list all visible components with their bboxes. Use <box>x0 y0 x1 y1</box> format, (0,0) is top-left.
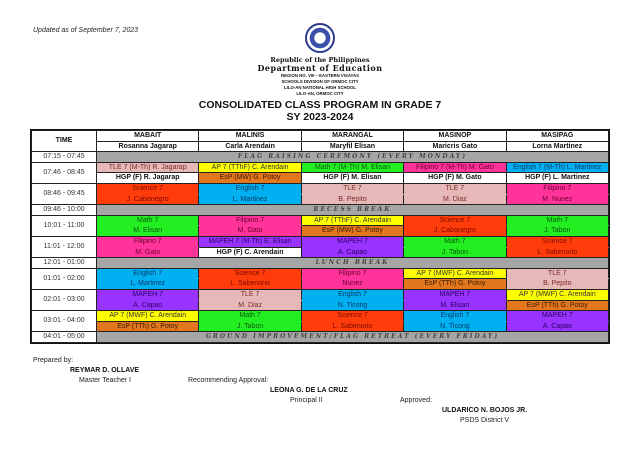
class-row-second-line <box>32 173 609 184</box>
subject-name: Science 7 <box>404 215 506 226</box>
class-program-table <box>30 129 610 344</box>
section-name: MASINOP <box>404 131 506 142</box>
section-adviser: Maryfil Elisan <box>301 141 403 152</box>
class-assignment: HGP (F) L. Martinez <box>506 173 608 184</box>
subject-name: Filipino 7 <box>199 215 301 226</box>
time-slot: 02:01 - 03:00 <box>32 289 97 310</box>
approved-title: PSDS District V <box>460 417 510 424</box>
subject-name: Math 7 <box>404 236 506 247</box>
section-name: MABAIT <box>97 131 199 142</box>
time-slot: 03:01 - 04:00 <box>32 311 97 332</box>
subject-name: English 7 <box>97 268 199 279</box>
time-header: TIME <box>32 131 97 152</box>
class-assignment: EsP (MW) G. Potoy <box>199 173 301 184</box>
subject-name: MAPEH 7 <box>506 311 608 322</box>
teacher-name: L. Martinez <box>97 279 199 290</box>
republic-heading: Republic of the Philippines <box>270 56 370 64</box>
class-assignment: MAPEH 7 (M-Th) E. Elisan <box>199 236 301 247</box>
class-assignment: AP 7 (MWF) C. Arendain <box>404 268 506 279</box>
adviser-row <box>32 141 609 152</box>
class-row <box>32 215 609 226</box>
class-assignment: EsP (MW) G. Potoy <box>301 226 403 237</box>
division-line: SCHOOLS DIVISION OF ORMOC CITY <box>281 79 359 84</box>
section-adviser: Rosanna Jagarap <box>97 141 199 152</box>
subject-name: TLE 7 <box>301 183 403 194</box>
teacher-name: J. Tabon <box>506 226 608 237</box>
class-assignment: HGP (F) C. Arendain <box>199 247 301 258</box>
subject-name: TLE 7 <box>506 268 608 279</box>
document-title: CONSOLIDATED CLASS PROGRAM IN GRADE 7 <box>198 99 442 111</box>
time-slot: 08:46 - 09:45 <box>32 183 97 204</box>
class-row-second-line <box>32 279 609 290</box>
teacher-name: Nunez <box>301 279 403 290</box>
break-row <box>32 205 609 216</box>
class-assignment: EsP (TTh) G. Potoy <box>404 279 506 290</box>
class-assignment: AP 7 (MWF) C. Arendain <box>506 289 608 300</box>
subject-name: Filipino 7 <box>301 268 403 279</box>
class-row <box>32 183 609 194</box>
department-heading: Department of Education <box>257 63 383 73</box>
updated-date: Updated as of September 7, 2023 <box>33 27 139 34</box>
teacher-name: L. Martinez <box>199 194 301 205</box>
time-slot: 04:01 - 05:00 <box>32 332 97 343</box>
section-adviser: Carla Arendain <box>199 141 301 152</box>
subject-name: English 7 <box>404 311 506 322</box>
class-assignment: HGP (F) R. Jagarap <box>97 173 199 184</box>
section-adviser: Lorna Martinez <box>506 141 608 152</box>
teacher-name: L. Sabenorio <box>199 279 301 290</box>
subject-name: Science 7 <box>97 183 199 194</box>
approved-name: ULDARICO N. BOJOS JR. <box>442 407 528 414</box>
teacher-name: A. Capao <box>97 300 199 311</box>
subject-name: TLE 7 <box>404 183 506 194</box>
class-assignment: TLE 7 (M-Th) R. Jagarap <box>97 162 199 173</box>
teacher-name: J. Cabonegro <box>404 226 506 237</box>
class-assignment: EsP (TTh) G. Potoy <box>506 300 608 311</box>
teacher-name: M. Diaz <box>404 194 506 205</box>
class-assignment: English 7 (M-Th) L. Martinez <box>506 162 608 173</box>
teacher-name: J. Cabonegro <box>97 194 199 205</box>
time-slot: 07:15 - 07:45 <box>32 152 97 163</box>
deped-seal-logo <box>305 23 335 53</box>
prepared-label: Prepared by: <box>33 357 74 364</box>
teacher-name: J. Tabon <box>404 247 506 258</box>
teacher-name: N. Ticong <box>404 321 506 332</box>
section-name: MASIPAG <box>506 131 608 142</box>
subject-name: MAPEH 7 <box>301 236 403 247</box>
class-row <box>32 236 609 247</box>
time-slot: 11:01 - 12:00 <box>32 236 97 257</box>
class-assignment: Math 7 (M-Th) M. Elisan <box>301 162 403 173</box>
subject-name: Filipino 7 <box>506 183 608 194</box>
break-row <box>32 152 609 163</box>
class-row <box>32 311 609 322</box>
break-band: LUNCH BREAK <box>97 258 609 269</box>
time-slot: 09:46 - 10:00 <box>32 205 97 216</box>
school-year: SY 2023-2024 <box>286 111 354 123</box>
location-line: LILO-AN, ORMOC CITY <box>296 91 344 96</box>
break-band: RECESS BREAK <box>97 205 609 216</box>
section-adviser: Maricris Gato <box>404 141 506 152</box>
class-row-second-line <box>32 247 609 258</box>
school-line: LILO-AN NATIONAL HIGH SCHOOL <box>284 85 356 90</box>
section-name: MALINIS <box>199 131 301 142</box>
break-band: FLAG RAISING CEREMONY (EVERY MONDAY) <box>97 152 609 163</box>
teacher-name: M. Diaz <box>199 300 301 311</box>
subject-name: English 7 <box>199 183 301 194</box>
subject-name: TLE 7 <box>199 289 301 300</box>
class-row <box>32 268 609 279</box>
class-assignment: AP 7 (TThF) C. Arendain <box>301 215 403 226</box>
recommending-label: Recommending Approval: <box>188 377 269 384</box>
break-row <box>32 258 609 269</box>
subject-name: Science 7 <box>301 311 403 322</box>
subject-name: Filipino 7 <box>97 236 199 247</box>
region-line: REGION NO. VIII – EASTERN VISAYAS <box>280 73 359 78</box>
teacher-name: B. Pepito <box>301 194 403 205</box>
class-row <box>32 289 609 300</box>
teacher-name: M. Gato <box>199 226 301 237</box>
class-row-second-line <box>32 226 609 237</box>
break-band: GROUND IMPROVEMENT/FLAG RETREAT (EVERY FRIDAY) <box>97 332 609 343</box>
time-slot: 01:01 - 02:00 <box>32 268 97 289</box>
recommending-title: Principal II <box>290 397 323 404</box>
teacher-name: L. Sabenorio <box>506 247 608 258</box>
section-name: MARANGAL <box>301 131 403 142</box>
class-row-second-line <box>32 321 609 332</box>
time-slot: 12:01 - 01:00 <box>32 258 97 269</box>
class-assignment: HGP (F) M. Gato <box>404 173 506 184</box>
teacher-name: J. Tabon <box>199 321 301 332</box>
class-assignment: HGP (F) M. Elisan <box>301 173 403 184</box>
time-slot: 07:46 - 08:45 <box>32 162 97 183</box>
class-assignment: EsP (TTh) G. Potoy <box>97 321 199 332</box>
subject-name: MAPEH 7 <box>97 289 199 300</box>
teacher-name: A. Capao <box>506 321 608 332</box>
teacher-name: M. Gato <box>97 247 199 258</box>
time-slot: 10:01 - 11:00 <box>32 215 97 236</box>
subject-name: Math 7 <box>199 311 301 322</box>
header-row <box>32 131 609 142</box>
class-assignment: Filipino 7 (M-Th) M. Gato <box>404 162 506 173</box>
teacher-name: L. Sabenorio <box>301 321 403 332</box>
class-row-second-line <box>32 300 609 311</box>
teacher-name: M. Nunez <box>506 194 608 205</box>
teacher-name: A. Capao <box>301 247 403 258</box>
subject-name: Math 7 <box>97 215 199 226</box>
subject-name: MAPEH 7 <box>404 289 506 300</box>
teacher-name: N. Ticong <box>301 300 403 311</box>
class-row <box>32 162 609 173</box>
prepared-title: Master Teacher I <box>79 377 132 384</box>
class-assignment: AP 7 (MWF) C. Arendain <box>97 311 199 322</box>
subject-name: Math 7 <box>506 215 608 226</box>
teacher-name: M. Elisan <box>404 300 506 311</box>
break-row <box>32 332 609 343</box>
teacher-name: M. Elisan <box>97 226 199 237</box>
class-assignment: AP 7 (TThF) C. Arendain <box>199 162 301 173</box>
subject-name: Science 7 <box>199 268 301 279</box>
approved-label: Approved: <box>400 397 432 404</box>
recommending-name: LEONA G. DE LA CRUZ <box>270 387 348 394</box>
subject-name: English 7 <box>301 289 403 300</box>
subject-name: Science 7 <box>506 236 608 247</box>
prepared-name: REYMAR D. OLLAVE <box>70 367 140 374</box>
class-row-second-line <box>32 194 609 205</box>
teacher-name: B. Pepito <box>506 279 608 290</box>
